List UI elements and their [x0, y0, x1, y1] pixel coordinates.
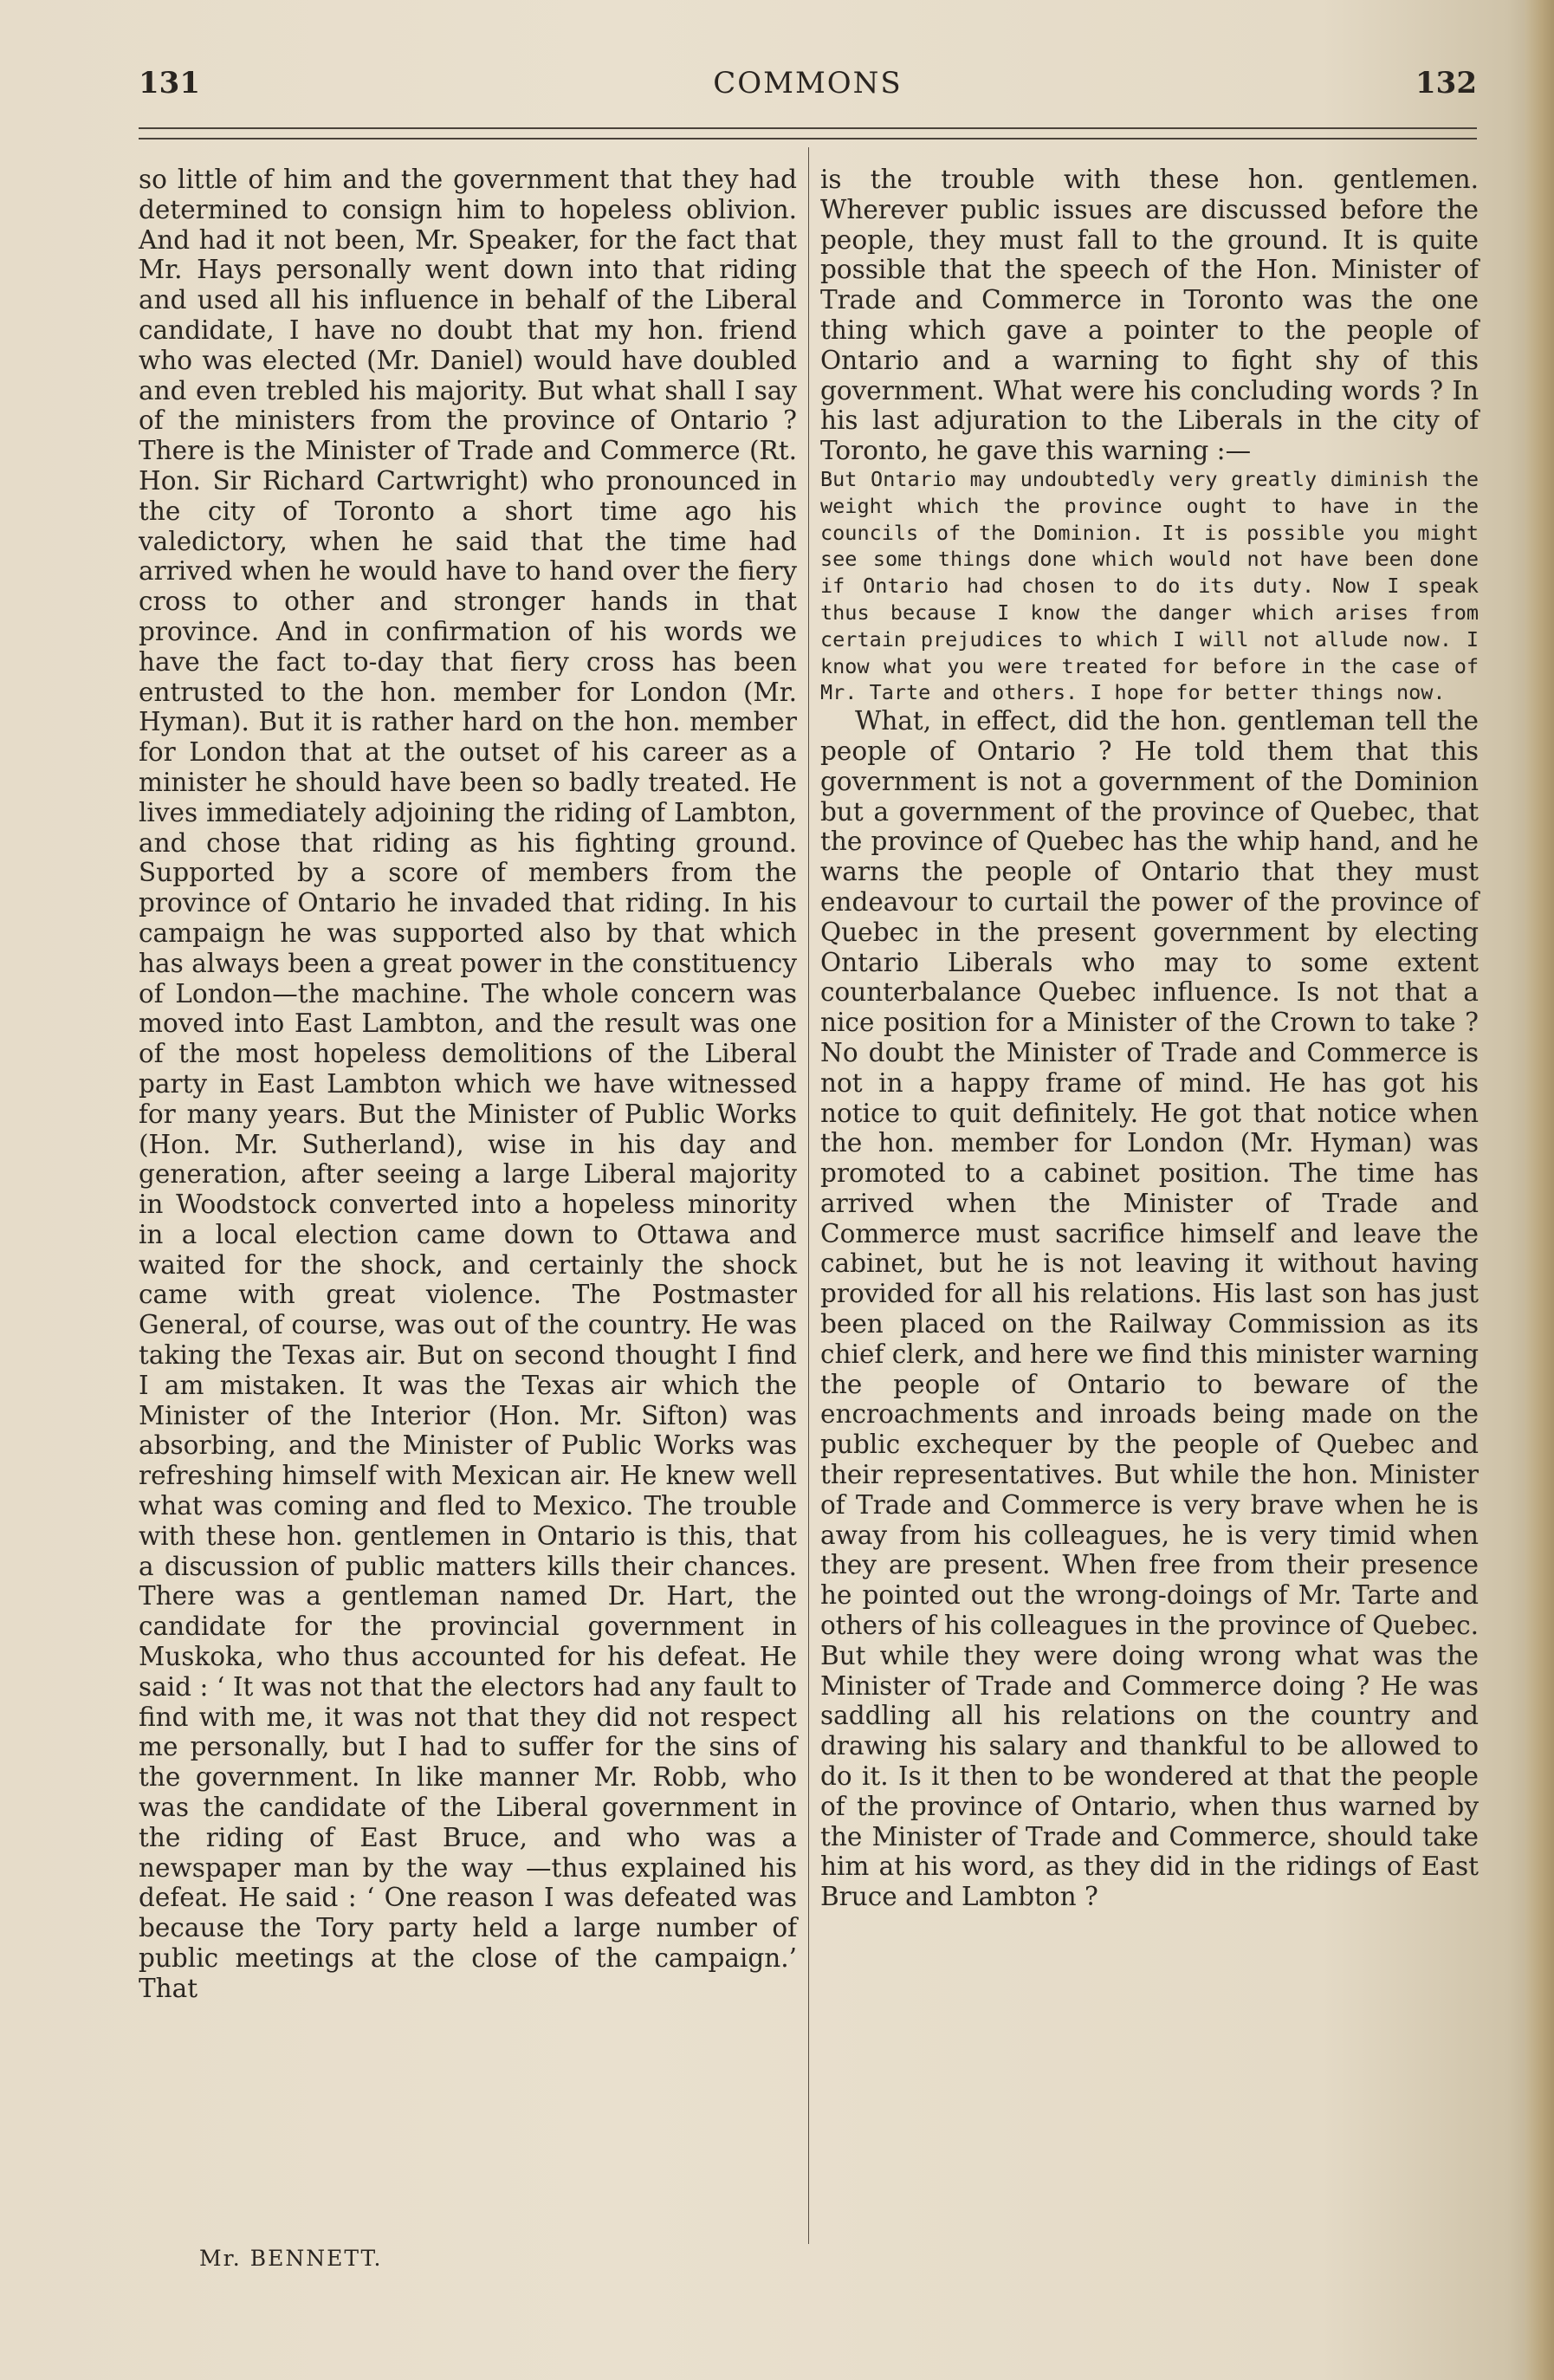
right-paragraph-1: is the trouble with these hon. gentlemen. Wherever public issues are discussed before the people, they must fall to the ground. It is quite possible that the speech of the Hon. Minister of Trade and Commerce in Toronto was the one thing which gave a pointer to the people of Ontario and a warning to fight shy of this government. What were his concluding words ? In his last adjuration to the Liberals in the city of Toronto, he gave this warning :—: [820, 165, 1479, 466]
page-number-left: 131: [139, 66, 200, 101]
left-column-text: so little of him and the government that they had determined to consign him to hopeless oblivion. And had it not been, Mr. Speaker, for the fact that Mr. Hays personally went down into that riding and used all his influence in behalf of the Liberal candidate, I have no doubt that my hon. friend who was elected (Mr. Daniel) would have doubled and even trebled his majority. But what shall I say of the ministers from the province of Ontario ? There is the Minister of Trade and Commerce (Rt. Hon. Sir Richard Cartwright) who pronounced in the city of Toronto a short time ago his valedictory, when he said that the time had arrived when he would have to hand over the fiery cross to other and stronger hands in that province. And in confirmation of his words we have the fact to-day that fiery cross has been entrusted to the hon. member for London (Mr. Hyman). But it is rather hard on the hon. member for London that at the outset of his career as a minister he should have been so badly treated. He lives immediately adjoining the riding of Lambton, and chose that riding as his fighting ground. Supported by a score of members from the province of Ontario he invaded that riding. In his campaign he was supported also by that which has always been a great power in the constituency of London—the machine. The whole concern was moved into East Lambton, and the result was one of the most hopeless demolitions of the Liberal party in East Lambton which we have witnessed for many years. But the Minister of Public Works (Hon. Mr. Sutherland), wise in his day and generation, after seeing a large Liberal majority in Woodstock converted into a hopeless minority in a local election came down to Ottawa and waited for the shock, and certainly the shock came with great violence. The Postmaster General, of course, was out of the country. He was taking the Texas air. But on second thought I find I am mistaken. It was the Texas air which the Minister of the Interior (Hon. Mr. Sifton) was absorbing, and the Minister of Public Works was refreshing himself with Mexican air. He knew well what was coming and fled to Mexico. The trouble with these hon. gentlemen in Ontario is this, that a discussion of public matters kills their chances. There was a gentleman named Dr. Hart, the candidate for the provincial government in Muskoka, who thus accounted for his defeat. He said : ‘ It was not that the electors had any fault to find with me, it was not that they did not respect me personally, but I had to suffer for the sins of the government. In like manner Mr. Robb, who was the candidate of the Liberal government in the riding of East Bruce, and who was a newspaper man by the way —thus explained his defeat. He said : ‘ One reason I was defeated was because the Tory party held a large number of public meetings at the close of the campaign.’ That: [139, 165, 797, 2003]
running-title: COMMONS: [713, 66, 903, 101]
page-header: [139, 59, 1477, 111]
column-divider: [808, 147, 809, 2244]
speaker-footer: Mr. BENNETT.: [199, 2246, 383, 2271]
header-double-rule: [139, 127, 1477, 139]
page-number-right: 132: [1415, 66, 1477, 101]
page-edge: [1525, 0, 1554, 2380]
right-column: [820, 165, 1479, 1912]
left-column: [139, 165, 797, 2004]
right-paragraph-2: What, in effect, did the hon. gentleman tell the people of Ontario ? He told them that this government is not a government of the Dominion but a government of the province of Quebec, that the province of Quebec has the whip hand, and he warns the people of Ontario that they must endeavour to curtail the power of the province of Quebec in the present government by electing Ontario Liberals who may to some extent counterbalance Quebec influence. Is not that a nice position for a Minister of the Crown to take ? No doubt the Minister of Trade and Commerce is not in a happy frame of mind. He has got his notice to quit definitely. He got that notice when the hon. member for London (Mr. Hyman) was promoted to a cabinet position. The time has arrived when the Minister of Trade and Commerce must sacrifice himself and leave the cabinet, but he is not leaving it without having provided for all his relations. His last son has just been placed on the Railway Commission as its chief clerk, and here we find this minister warning the people of Ontario to beware of the encroachments and inroads being made on the public exchequer by the people of Quebec and their representatives. But while the hon. Minister of Trade and Commerce is very brave when he is away from his colleagues, he is very timid when they are present. When free from their presence he pointed out the wrong-doings of Mr. Tarte and others of his colleagues in the province of Quebec. But while they were doing wrong what was the Minister of Trade and Commerce doing ? He was saddling all his relations on the country and drawing his salary and thankful to be allowed to do it. Is it then to be wondered at that the people of the province of Ontario, when thus warned by the Minister of Trade and Commerce, should take him at his word, as they did in the ridings of East Bruce and Lambton ?: [820, 706, 1479, 1912]
block-quote: But Ontario may undoubtedly very greatly diminish the weight which the province ought to have in the councils of the Dominion. It is possible you might see some things done which would not have been done if Ontario had chosen to do its duty. Now I speak thus because I know the danger which arises from certain prejudices to which I will not allude now. I know what you were treated for before in the case of Mr. Tarte and others. I hope for better things now.: [820, 466, 1479, 705]
